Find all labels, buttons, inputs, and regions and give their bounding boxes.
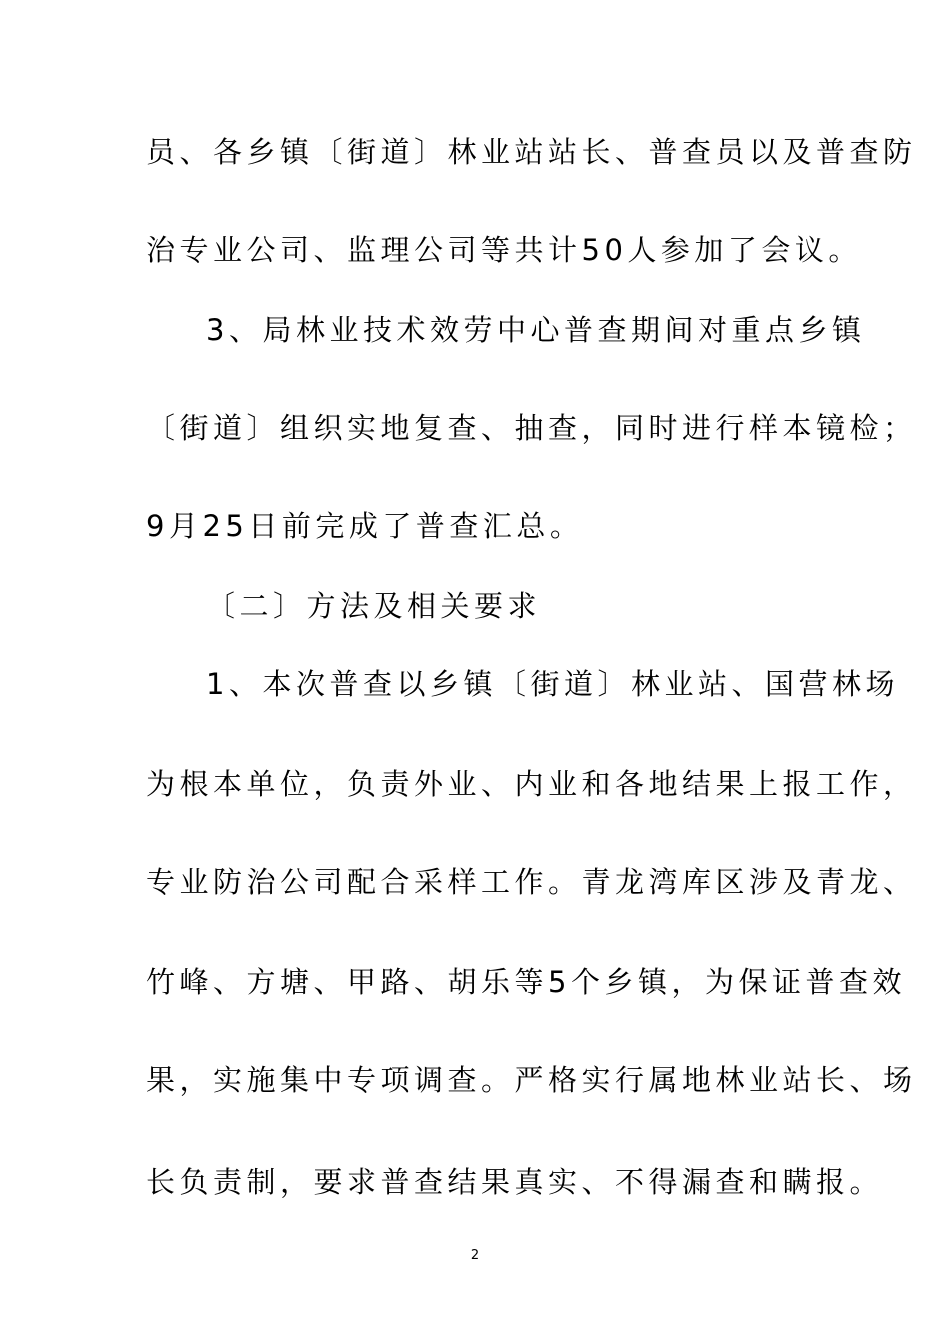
text-line: 长负责制，要求普查结果真实、不得漏查和瞒报。: [146, 1165, 884, 1199]
text-line: 3、局林业技术效劳中心普查期间对重点乡镇: [206, 313, 866, 347]
text-line: 〔街道〕组织实地复查、抽查，同时进行样本镜检；: [146, 411, 917, 445]
text-line: 竹峰、方塘、甲路、胡乐等5个乡镇，为保证普查效: [146, 965, 906, 999]
text-line: 9月25日前完成了普查汇总。: [146, 509, 584, 543]
text-line: 果，实施集中专项调查。严格实行属地林业站长、场: [146, 1063, 917, 1097]
text-line: 员、各乡镇〔街道〕林业站站长、普查员以及普查防: [146, 135, 917, 169]
page-number: 2: [470, 1248, 480, 1263]
text-line: 专业防治公司配合采样工作。青龙湾库区涉及青龙、: [146, 865, 917, 899]
text-line: 治专业公司、监理公司等共计50人参加了会议。: [146, 233, 862, 267]
text-line: 1、本次普查以乡镇〔街道〕林业站、国营林场: [206, 667, 899, 701]
text-line: 为根本单位，负责外业、内业和各地结果上报工作，: [146, 767, 917, 801]
section-heading: 〔二〕方法及相关要求: [206, 589, 542, 623]
